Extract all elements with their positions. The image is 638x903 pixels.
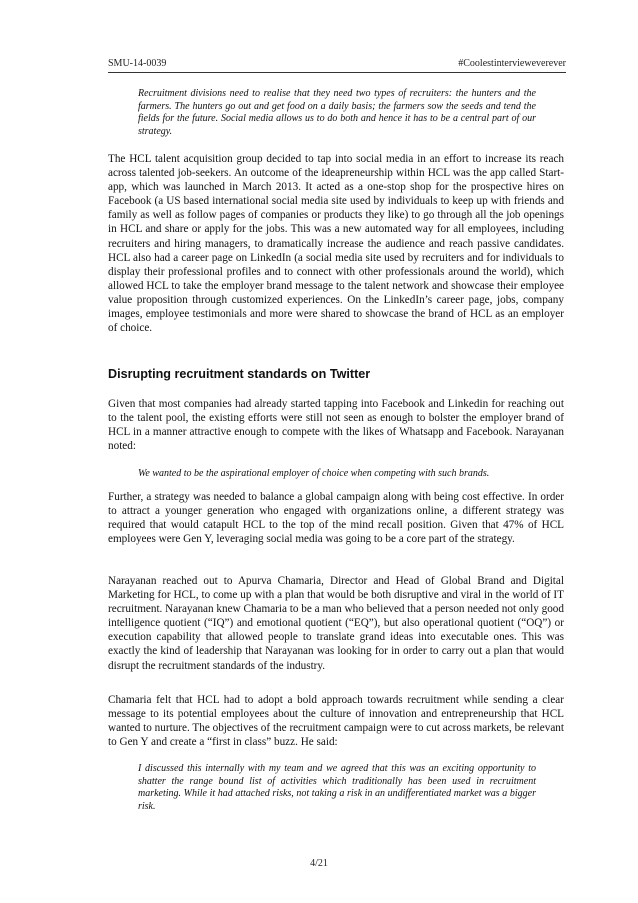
quote-aspirational-employer: We wanted to be the aspirational employer of choice when competing with such brands.: [138, 468, 490, 479]
section-heading: Disrupting recruitment standards on Twitter: [108, 367, 371, 381]
paragraph-given-that: Given that most companies had already started tapping into Facebook and Linkedin for reaching out to the talent pool, the existing efforts were still not seen as enough to bolster the employer brand of HCL in a manner attractive enough to compete with the likes of Whatsapp and Facebook. Narayanan noted:: [108, 398, 564, 453]
paragraph-narayanan-reached-out: Narayanan reached out to Apurva Chamaria, Director and Head of Global Brand and Digital Marketing for HCL, to come up with a plan that would be both disruptive and viral in the world of IT recruitment. Narayanan knew Chamaria to be a man who believed that a person needed not only good intelligence quotient (“IQ”) and emotional quotient (“EQ”), but also operational quotient (“OQ”) or execution capability that allowed people to translate grand ideas into executable ones. This was exactly the kind of leadership that Narayanan was looking for in order to carry out a plan that would disrupt the recruitment standards of the industry.: [108, 575, 564, 672]
quote-recruitment-divisions: Recruitment divisions need to realise that they need two types of recruiters: the hunters and the farmers. The hunters go out and get food on a daily basis; the farmers sow the seeds and tend the fields for the future. Social media allows us to do both and hence it has to be a central part of our strategy.: [138, 88, 536, 137]
header-divider: [108, 72, 566, 73]
paragraph-further-strategy: Further, a strategy was needed to balance a global campaign along with being cost effective. In order to attract a younger generation who engaged with organizations online, a different strategy was required that would catapult HCL to the top of the mind recall position. Given that 47% of HCL employees were Gen Y, leveraging social media was going to be a core part of the strategy.: [108, 491, 564, 546]
paragraph-chamaria-felt: Chamaria felt that HCL had to adopt a bold approach towards recruitment while sending a clear message to its potential employees about the culture of innovation and entrepreneurship that HCL wanted to nurture. The objectives of the recruitment campaign were to cut across markets, be relevant to Gen Y and create a “first in class” buzz. He said:: [108, 694, 564, 749]
header-hashtag: #Coolestintervieweverever: [458, 58, 566, 69]
page-number: 4/21: [310, 858, 328, 869]
page-header: [108, 58, 566, 72]
quote-discussed-internally: I discussed this internally with my team and we agreed that this was an exciting opportunity to shatter the range bound list of activities which traditionally has been used in recruitment marketing. While it had attached risks, not taking a risk in an undifferentiated market was a bigger risk.: [138, 763, 536, 812]
paragraph-hcl-talent-acquisition: The HCL talent acquisition group decided to tap into social media in an effort to increase its reach across talented job-seekers. An outcome of the ideapreneurship within HCL was the app called Start-app, which was launched in March 2013. It acted as a one-stop shop for the prospective hires on Facebook (a US based international social media site used by individuals to keep up with friends and family as well as follow pages of companies or products they like) to go through all the job openings in HCL and share or apply for the jobs. This was a new automated way for all employees, including recruiters and hiring managers, to dramatically increase the audience and reach passive candidates. HCL also had a career page on LinkedIn (a social media site used by recruiters and for individuals to display their professional profiles and to connect with other professionals around the world), which allowed HCL to take the employer brand message to the talent network and showcase their employee value proposition through customized experiences. On the LinkedIn’s career page, jobs, company images, employee testimonials and more were shared to showcase the brand of HCL as an employer of choice.: [108, 153, 564, 335]
header-case-id: SMU-14-0039: [108, 58, 167, 69]
